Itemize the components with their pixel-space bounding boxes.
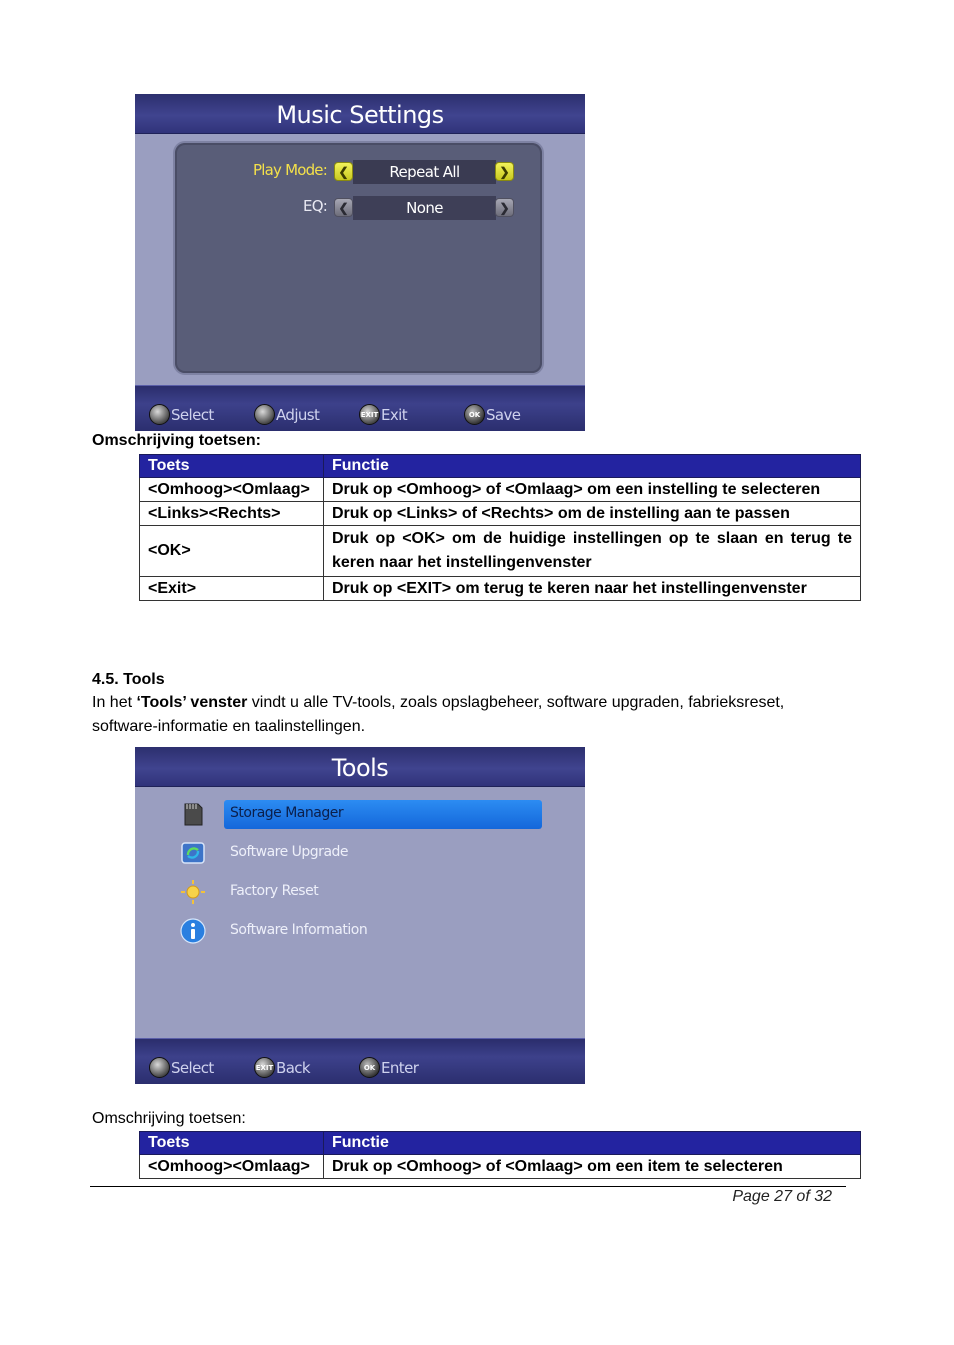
eq-left-arrow-icon[interactable]: ❮ — [334, 198, 353, 217]
hint-select — [149, 1057, 214, 1078]
function-cell: Druk op <EXIT> om terug te keren naar het instellingenvenster — [324, 577, 861, 601]
play-mode-right-arrow-icon[interactable]: ❯ — [495, 162, 514, 181]
tools-item-software-upgrade[interactable] — [135, 840, 585, 870]
tools-intro-line1 — [92, 694, 784, 712]
hint-select — [149, 404, 214, 425]
tools-item-label: Storage Manager — [230, 805, 344, 821]
hint-adjust-label: Adjust — [276, 405, 320, 424]
table-header-row — [140, 455, 861, 478]
tools-item-software-information[interactable] — [135, 918, 585, 948]
page-number: Page 27 of 32 — [732, 1188, 832, 1205]
ok-key-icon: OK — [464, 404, 485, 425]
setting-row-eq[interactable] — [175, 195, 542, 221]
hint-enter-label: Enter — [381, 1058, 419, 1077]
tools-item-label: Software Information — [230, 922, 368, 938]
hint-enter — [359, 1057, 418, 1078]
hint-adjust — [254, 404, 319, 425]
dpad-icon — [149, 1057, 170, 1078]
eq-right-arrow-icon[interactable]: ❯ — [495, 198, 514, 217]
music-settings-footer — [135, 385, 585, 431]
header-functie: Functie — [324, 1132, 861, 1155]
key-cell: <OK> — [140, 526, 324, 577]
tools-item-factory-reset[interactable] — [135, 879, 585, 909]
table-row — [140, 478, 861, 502]
play-mode-value: Repeat All — [353, 160, 496, 184]
keys-caption-2: Omschrijving toetsen: — [92, 1110, 246, 1127]
function-cell: Druk op <Omhoog> of <Omlaag> om een item te selecteren — [324, 1155, 861, 1179]
intro-bold: ‘Tools’ venster — [136, 694, 248, 711]
table-row — [140, 577, 861, 601]
table-row — [140, 1155, 861, 1179]
tools-screenshot — [135, 747, 585, 1084]
hint-select-label: Select — [171, 405, 214, 424]
hint-select-label: Select — [171, 1058, 214, 1077]
hint-exit-label: Exit — [381, 405, 408, 424]
section-heading-tools: 4.5. Tools — [92, 671, 165, 688]
upgrade-icon — [180, 840, 206, 866]
dpad-icon — [149, 404, 170, 425]
play-mode-left-arrow-icon[interactable]: ❮ — [334, 162, 353, 181]
tools-intro-line2: software-informatie en taalinstellingen. — [92, 718, 366, 735]
function-cell: Druk op <OK> om de huidige instellingen op te slaan en terug te keren naar het instellingenvenster — [324, 526, 861, 577]
info-icon — [180, 918, 206, 944]
function-cell: Druk op <Links> of <Rechts> om de instelling aan te passen — [324, 502, 861, 526]
tools-item-storage-manager[interactable] — [135, 801, 585, 831]
table-row — [140, 526, 861, 577]
ok-key-icon: OK — [359, 1057, 380, 1078]
hint-exit — [359, 404, 407, 425]
hint-back — [254, 1057, 310, 1078]
tools-title: Tools — [135, 747, 585, 787]
exit-key-icon: EXIT — [359, 404, 380, 425]
hint-save — [464, 404, 520, 425]
dpad-lr-icon — [254, 404, 275, 425]
function-cell: Druk op <Omhoog> of <Omlaag> om een instelling te selecteren — [324, 478, 861, 502]
eq-label: EQ: — [303, 197, 327, 215]
tools-item-label: Software Upgrade — [230, 844, 349, 860]
header-toets: Toets — [140, 1132, 324, 1155]
keys-table-1 — [139, 454, 861, 601]
table-row — [140, 502, 861, 526]
hint-save-label: Save — [486, 405, 521, 424]
key-cell: <Omhoog><Omlaag> — [140, 1155, 324, 1179]
music-settings-title: Music Settings — [135, 94, 585, 134]
tools-item-label: Factory Reset — [230, 883, 319, 899]
key-cell: <Links><Rechts> — [140, 502, 324, 526]
sd-card-icon — [180, 801, 206, 827]
hint-back-label: Back — [276, 1058, 311, 1077]
keys-table-2 — [139, 1131, 861, 1179]
exit-key-icon: EXIT — [254, 1057, 275, 1078]
key-cell: <Omhoog><Omlaag> — [140, 478, 324, 502]
eq-value: None — [353, 196, 496, 220]
header-toets: Toets — [140, 455, 324, 478]
play-mode-label: Play Mode: — [253, 161, 327, 179]
intro-prefix: In het — [92, 694, 137, 711]
intro-rest: vindt u alle TV-tools, zoals opslagbeheer, software upgraden, fabrieksreset, — [247, 694, 785, 711]
tools-footer — [135, 1038, 585, 1084]
keys-caption-1: Omschrijving toetsen: — [92, 432, 261, 449]
header-functie: Functie — [324, 455, 861, 478]
table-header-row — [140, 1132, 861, 1155]
key-cell: <Exit> — [140, 577, 324, 601]
sun-icon — [180, 879, 206, 905]
footer-divider — [90, 1186, 846, 1187]
setting-row-play-mode[interactable] — [175, 159, 542, 185]
music-settings-screenshot — [135, 94, 585, 431]
music-settings-panel — [175, 143, 542, 373]
